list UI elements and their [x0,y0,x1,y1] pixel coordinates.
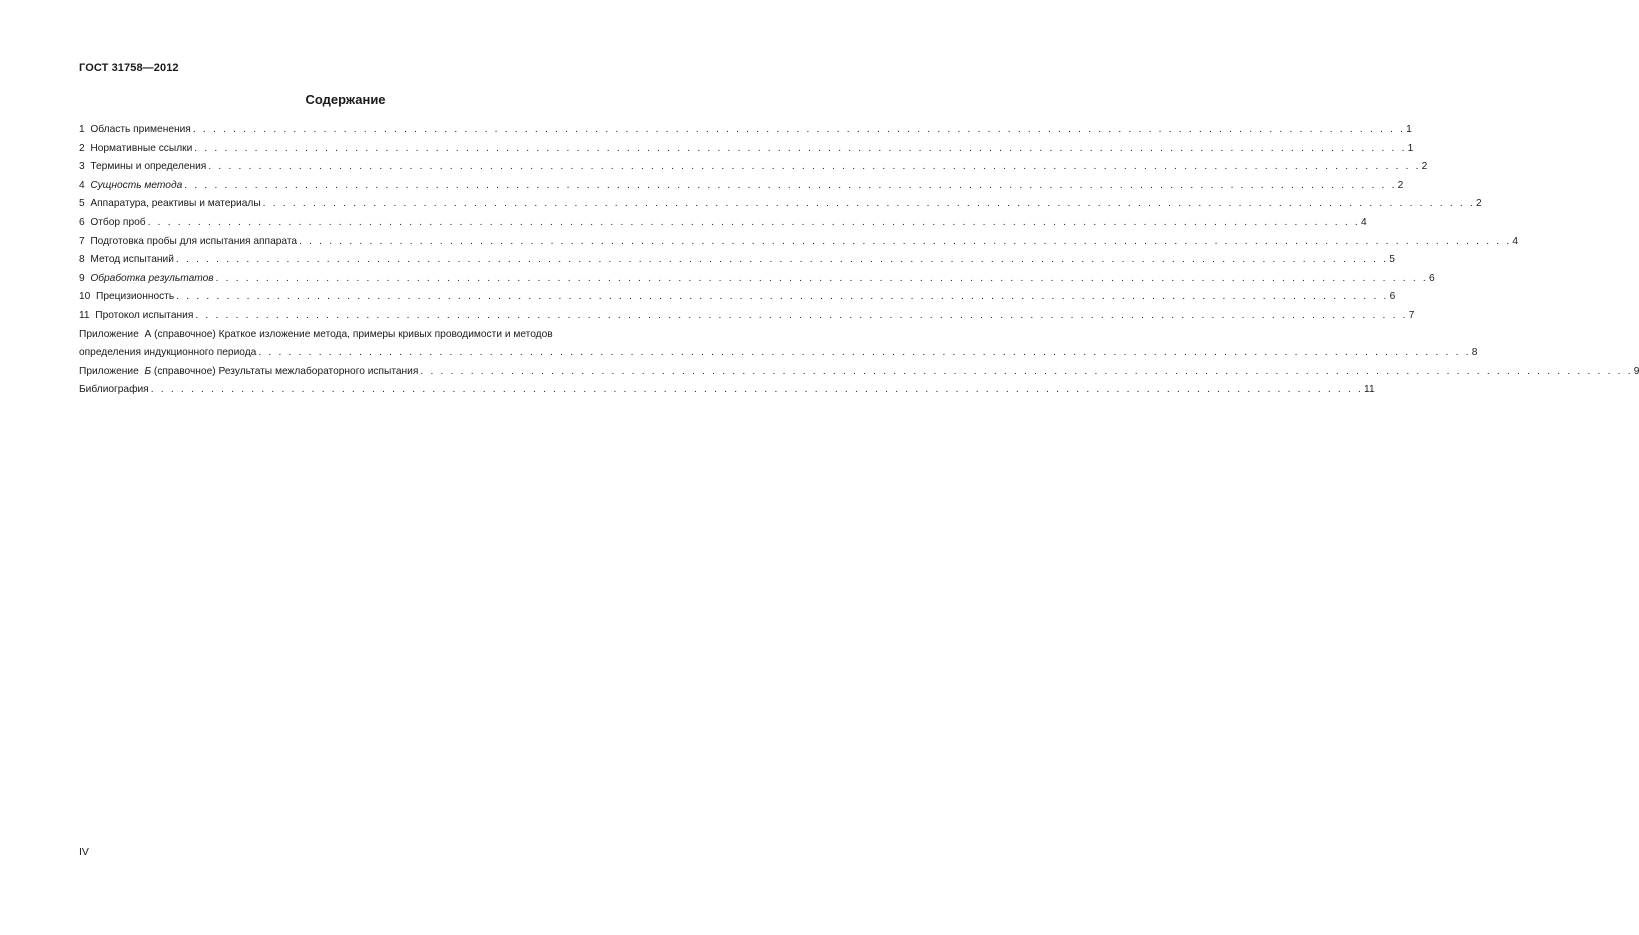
dot-leader: . . . . . . . . . . . . . . . . . . . . . . . . . . . . . . . . . . . . . . . . . . . . . . . . . . . . . . . . . . . . . . . . . . . . . . . . . . . . . . . . . . . . . . . . . . . . . . . . . . . . . . . . . . . . . . . . . . . . . . . . . [420,365,1633,377]
dot-leader: . . . . . . . . . . . . . . . . . . . . . . . . . . . . . . . . . . . . . . . . . . . . . . . . . . . . . . . . . . . . . . . . . . . . . . . . . . . . . . . . . . . . . . . . . . . . . . . . . . . . . . . . . . . . . . . . . . . . . . . . . [194,142,1407,154]
toc-entry-label: 8 Метод испытаний [79,254,174,266]
toc-page-number: 6 [1428,272,1435,284]
toc-page-number: 2 [1421,161,1428,173]
toc-page-number: 6 [1389,291,1396,303]
toc-entry-label: 9 Обработка результатов [79,272,214,284]
toc-entry-label: 4 Сущность метода [79,179,183,191]
toc-entry-7[interactable] [79,233,1519,252]
toc-page-number: 5 [1389,254,1395,266]
toc-entry-1[interactable] [79,121,1412,140]
toc-page-number: 1 [1406,124,1412,135]
page-number-footer: IV [79,846,89,858]
toc-page-number: 2 [1476,198,1482,210]
toc-title: Содержание [305,92,386,107]
toc-page-number: 4 [1360,216,1367,228]
toc-entry-appendix-a[interactable] [79,326,1478,363]
toc-entry-label: 2 Нормативные ссылки [79,142,193,154]
toc-entry-11[interactable] [79,307,1415,326]
toc-page-number: 4 [1512,235,1519,247]
appendix-a-first-line: Приложение А (справочное) Краткое изложение метода, примеры кривых проводимости и методов [79,328,553,340]
toc-entry-label: 10 Прецизионность [79,291,175,303]
toc-entry-9[interactable] [79,270,1435,289]
toc-page-number: 8 [1471,347,1478,359]
dot-leader: . . . . . . . . . . . . . . . . . . . . . . . . . . . . . . . . . . . . . . . . . . . . . . . . . . . . . . . . . . . . . . . . . . . . . . . . . . . . . . . . . . . . . . . . . . . . . . . . . . . . . . . . . . . . . . . . . . . . . . . . . [262,198,1476,210]
dot-leader: . . . . . . . . . . . . . . . . . . . . . . . . . . . . . . . . . . . . . . . . . . . . . . . . . . . . . . . . . . . . . . . . . . . . . . . . . . . . . . . . . . . . . . . . . . . . . . . . . . . . . . . . . . . . . . . . . . . . . . . . . [215,272,1428,284]
dot-leader: . . . . . . . . . . . . . . . . . . . . . . . . . . . . . . . . . . . . . . . . . . . . . . . . . . . . . . . . . . . . . . . . . . . . . . . . . . . . . . . . . . . . . . . . . . . . . . . . . . . . . . . . . . . . . . . . . . . . . . . . . [195,309,1408,321]
appendix-a-second-line: определения индукционного периода . . . . . . . . . . . . . . . . . . . . . . . . . . . . . . . . . . . . . . . . . . . . . . . . . . . . . . . . . . . . . . . . . . . . . . . . . . . . . . . . . . . . . . . . . . . . . . . . . . . . . . . . . . . . . . . . . . . . . . . . . 8 [79,344,610,363]
toc-page-number: 2 [1397,179,1404,191]
toc-entry-6[interactable] [79,214,1367,233]
dot-leader: . . . . . . . . . . . . . . . . . . . . . . . . . . . . . . . . . . . . . . . . . . . . . . . . . . . . . . . . . . . . . . . . . . . . . . . . . . . . . . . . . . . . . . . . . . . . . . . . . . . . . . . . . . . . . . . . . . . . . . . . . [150,384,1364,396]
dot-leader: . . . . . . . . . . . . . . . . . . . . . . . . . . . . . . . . . . . . . . . . . . . . . . . . . . . . . . . . . . . . . . . . . . . . . . . . . . . . . . . . . . . . . . . . . . . . . . . . . . . . . . . . . . . . . . . . . . . . . . . . . [299,235,1512,247]
toc-entry-label: Библиография [79,384,149,396]
toc-entry-label: Приложение Б (справочное) Результаты межлабораторного испытания [79,365,419,377]
dot-leader: . . . . . . . . . . . . . . . . . . . . . . . . . . . . . . . . . . . . . . . . . . . . . . . . . . . . . . . . . . . . . . . . . . . . . . . . . . . . . . . . . . . . . . . . . . . . . . . . . . . . . . . . . . . . . . . . . . . . . . . . . [192,124,1406,135]
dot-leader: . . . . . . . . . . . . . . . . . . . . . . . . . . . . . . . . . . . . . . . . . . . . . . . . . . . . . . . . . . . . . . . . . . . . . . . . . . . . . . . . . . . . . . . . . . . . . . . . . . . . . . . . . . . . . . . . . . . . . . . . . [184,179,1397,191]
toc-entry-3[interactable] [79,158,1428,177]
dot-leader: . . . . . . . . . . . . . . . . . . . . . . . . . . . . . . . . . . . . . . . . . . . . . . . . . . . . . . . . . . . . . . . . . . . . . . . . . . . . . . . . . . . . . . . . . . . . . . . . . . . . . . . . . . . . . . . . . . . . . . . . . [175,254,1389,266]
dot-leader: . . . . . . . . . . . . . . . . . . . . . . . . . . . . . . . . . . . . . . . . . . . . . . . . . . . . . . . . . . . . . . . . . . . . . . . . . . . . . . . . . . . . . . . . . . . . . . . . . . . . . . . . . . . . . . . . . . . . . . . . . [176,291,1389,303]
toc-entry-label: 6 Отбор проб [79,216,146,228]
toc-entry-5[interactable] [79,195,1482,214]
toc-entry-2[interactable] [79,140,1414,159]
toc-entry-10[interactable] [79,288,1396,307]
toc-entry-label: 5 Аппаратура, реактивы и материалы [79,198,261,210]
table-of-contents [79,121,1639,400]
doc-code-header: ГОСТ 31758—2012 [79,62,179,74]
toc-entry-4[interactable] [79,177,1404,196]
dot-leader: . . . . . . . . . . . . . . . . . . . . . . . . . . . . . . . . . . . . . . . . . . . . . . . . . . . . . . . . . . . . . . . . . . . . . . . . . . . . . . . . . . . . . . . . . . . . . . . . . . . . . . . . . . . . . . . . . . . . . . . . . [147,216,1360,228]
dot-leader: . . . . . . . . . . . . . . . . . . . . . . . . . . . . . . . . . . . . . . . . . . . . . . . . . . . . . . . . . . . . . . . . . . . . . . . . . . . . . . . . . . . . . . . . . . . . . . . . . . . . . . . . . . . . . . . . . . . . . . . . . [258,347,1471,359]
toc-page-number: 1 [1407,142,1414,154]
dot-leader: . . . . . . . . . . . . . . . . . . . . . . . . . . . . . . . . . . . . . . . . . . . . . . . . . . . . . . . . . . . . . . . . . . . . . . . . . . . . . . . . . . . . . . . . . . . . . . . . . . . . . . . . . . . . . . . . . . . . . . . . . [208,161,1421,173]
toc-page-number: 7 [1408,309,1415,321]
toc-entry-bibliography[interactable] [79,381,1375,400]
toc-entry-label: 7 Подготовка пробы для испытания аппарата [79,235,298,247]
toc-entry-label: 11 Протокол испытания [79,309,194,321]
toc-page-number: 11 [1364,384,1375,396]
toc-entry-8[interactable] [79,251,1395,270]
toc-entry-label: 1 Область применения [79,124,191,135]
toc-entry-label: 3 Термины и определения [79,161,207,173]
toc-page-number: 9 [1633,365,1639,377]
toc-entry-appendix-b[interactable] [79,363,1639,382]
